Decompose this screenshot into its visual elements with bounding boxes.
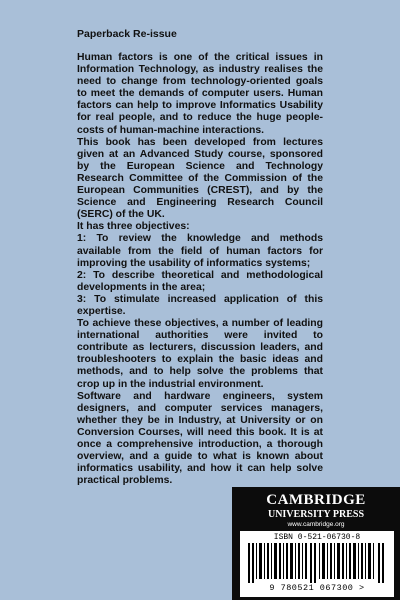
blurb-paragraph: Human factors is one of the critical issues in Information Technology, as industry realises the need to change from technology-oriented goals to meet the demands of computer users. Human factors can help to improve Informatics Usability for real people, and to reduce the huge people-costs of human-machine interactions.: [77, 52, 323, 136]
publisher-block: [232, 487, 400, 600]
publisher-subtitle: UNIVERSITY PRESS: [267, 509, 365, 520]
blurb-paragraph: To achieve these objectives, a number of leading international authorities were invited to contribute as lecturers, discussion leaders, and troubleshooters to explain the basic ideas and methods, and to help solve the problems that crop up in the industrial environment.: [77, 318, 323, 390]
blurb-paragraph: This book has been developed from lectures given at an Advanced Study course, sponsored by the European Science and Technology Research Committee of the Commission of the European Communities (CREST), and by the Science and Engineering Research Council (SERC) of the UK.: [77, 136, 323, 221]
isbn-label: ISBN 0-521-06730-8: [273, 533, 361, 542]
publisher-logo: CAMBRIDGE: [266, 492, 366, 508]
ean-number: 9 780521 067300 >: [269, 583, 365, 593]
reissue-label: Paperback Re-issue: [77, 28, 177, 40]
blurb-paragraph: Software and hardware engineers, system designers, and computer services managers, whether they be in Industry, at University or on Conversion Courses, will need this book. It is at once a comprehensive introduction, a thorough overview, and a guide to what is known about informatics usability, and how it can help solve practical problems.: [77, 390, 323, 487]
barcode-panel: [240, 531, 394, 597]
blurb-paragraph: 1: To review the knowledge and methods available from the field of human factors for improving the usability of informatics systems;: [77, 233, 323, 269]
blurb: [77, 52, 323, 487]
blurb-paragraph: 3: To stimulate increased application of this expertise.: [77, 293, 323, 317]
blurb-paragraph: 2: To describe theoretical and methodological developments in the area;: [77, 269, 323, 293]
barcode-icon: [248, 543, 386, 583]
blurb-paragraph: It has three objectives:: [77, 221, 190, 233]
publisher-url: www.cambridge.org: [287, 521, 345, 528]
